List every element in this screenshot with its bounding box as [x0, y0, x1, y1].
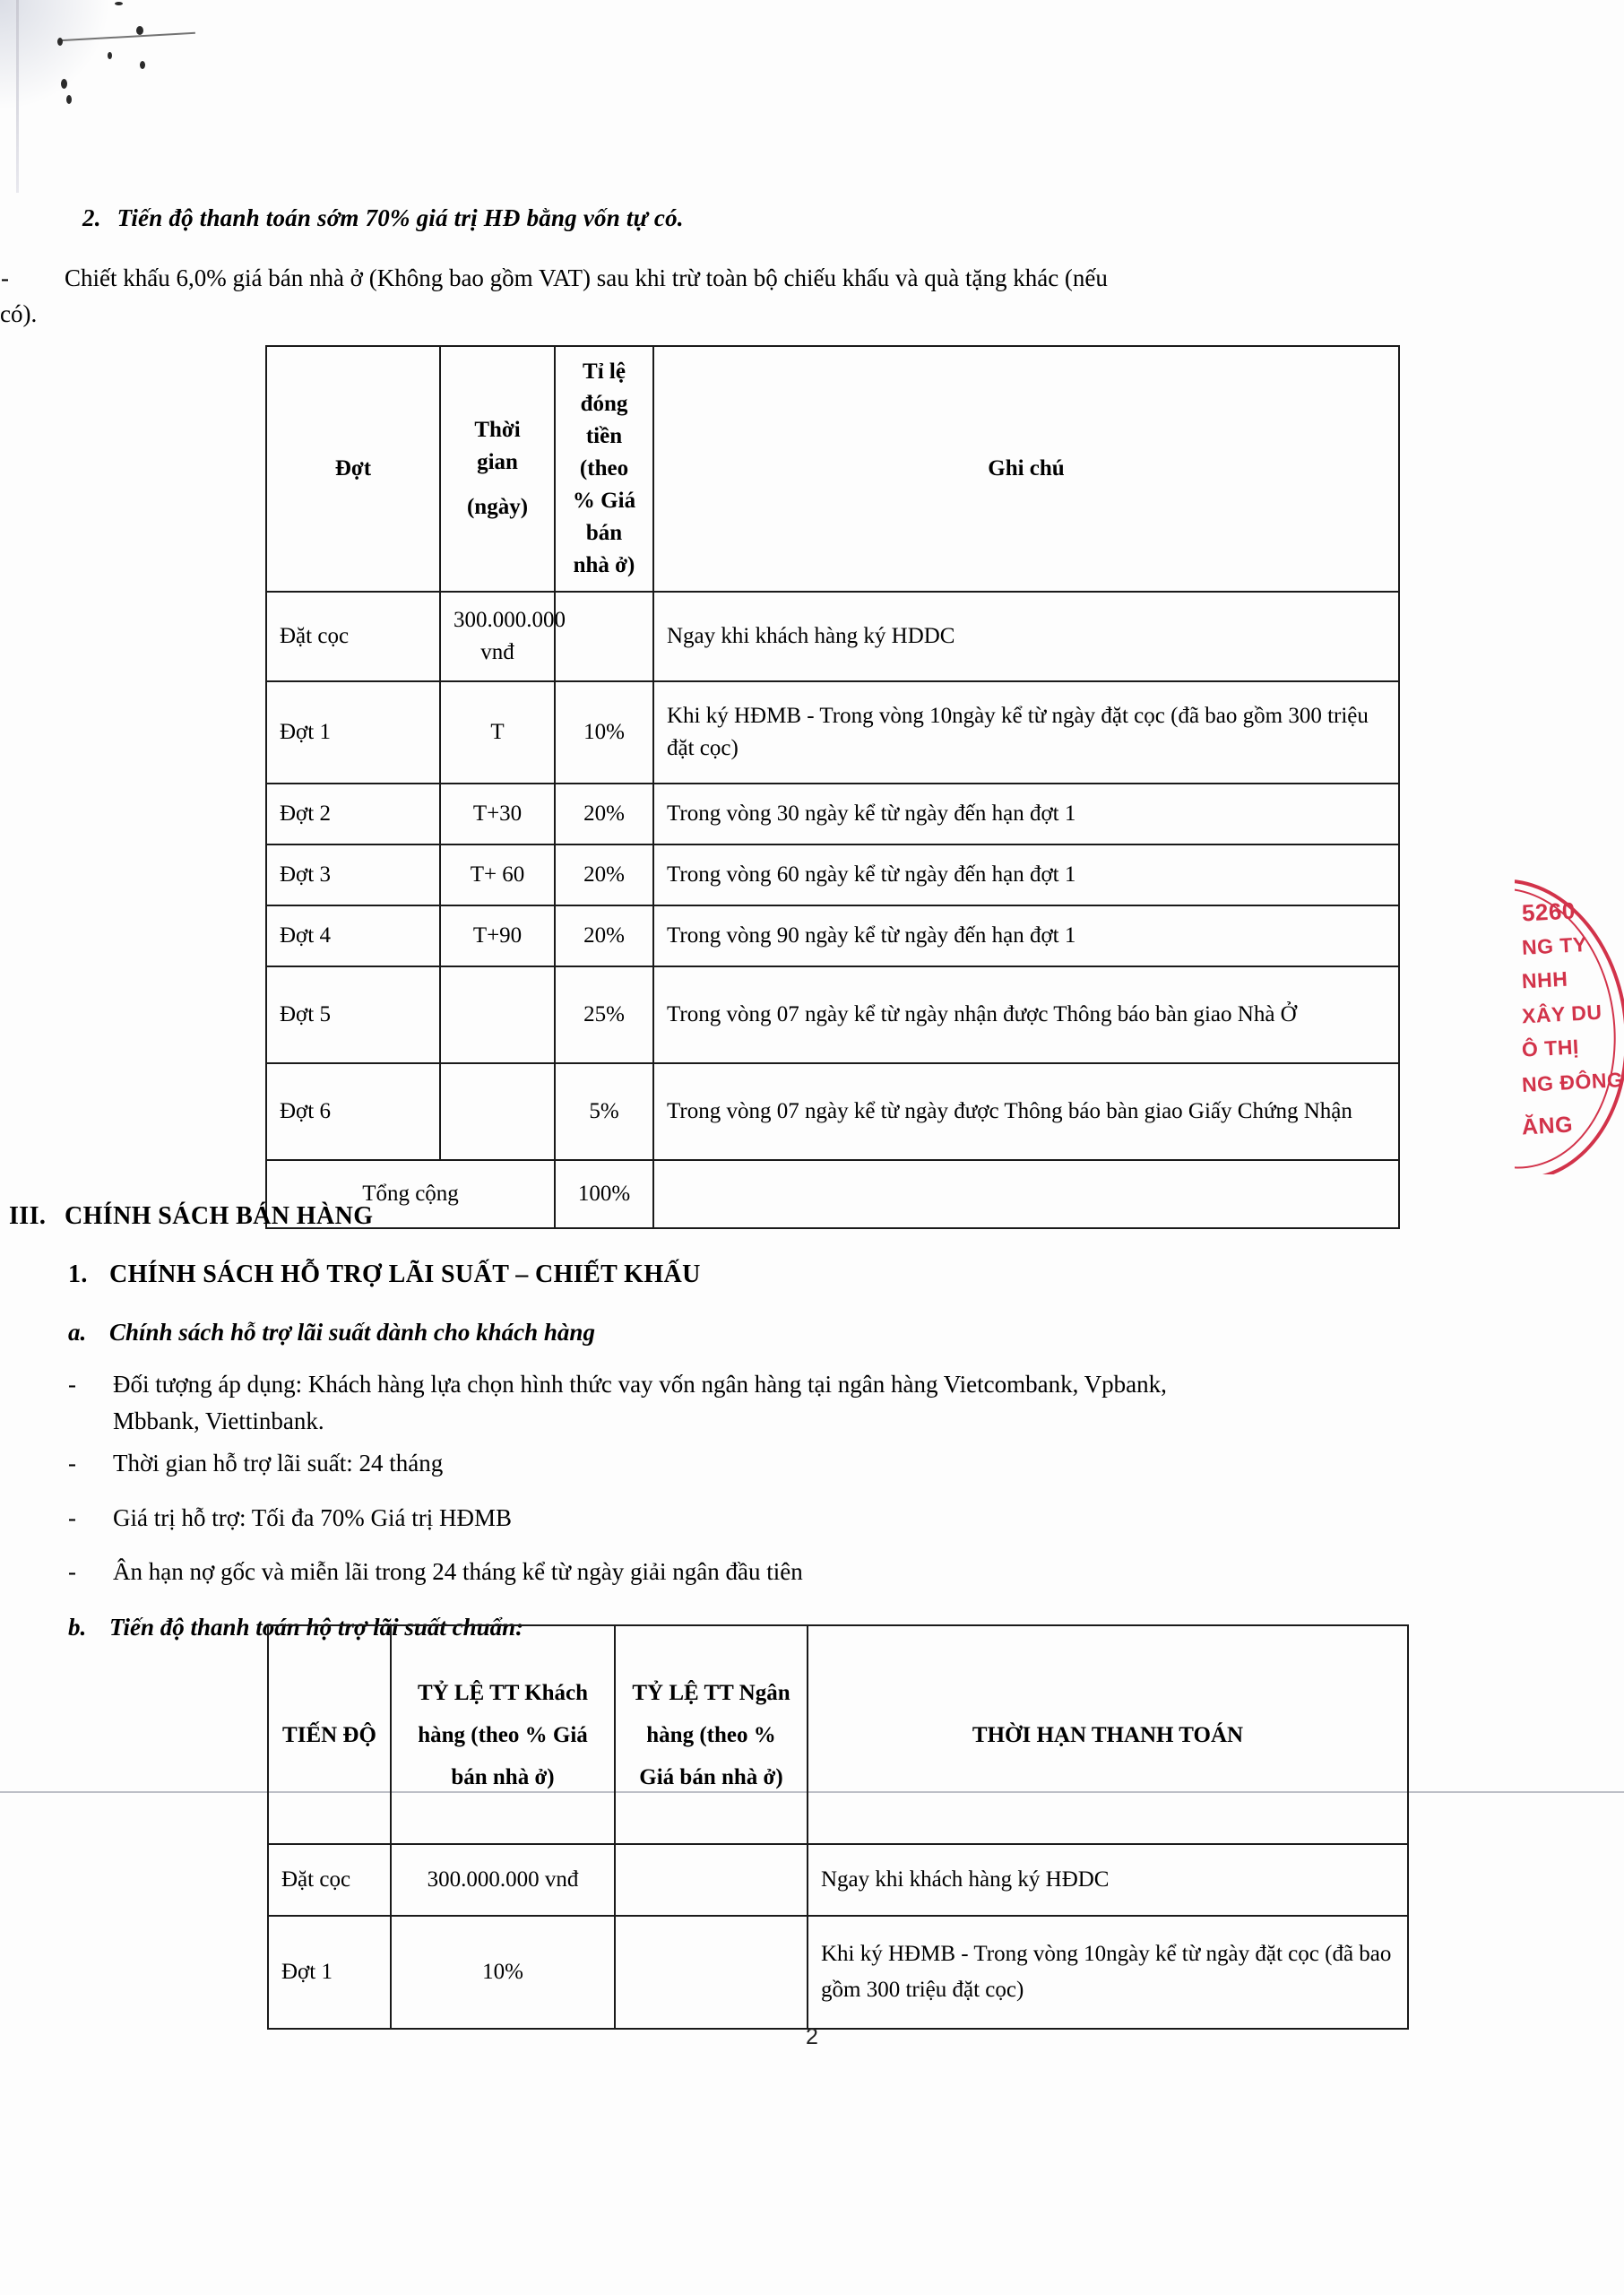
cell-time: T — [440, 681, 555, 784]
cell-dot: Đợt 6 — [266, 1063, 440, 1160]
section-3-item-b-marker: b. — [68, 1614, 87, 1641]
table-row — [266, 966, 1399, 1063]
section-3-item-1 — [68, 1260, 701, 1289]
cell-deadline: Ngay khi khách hàng ký HĐDC — [808, 1844, 1408, 1916]
cell-rate: 20% — [555, 784, 653, 844]
cell-total-rate: 100% — [555, 1160, 653, 1228]
header-thoi-han-thanh-toan: THỜI HẠN THANH TOÁN — [808, 1625, 1408, 1844]
dash-marker: - — [1, 264, 9, 291]
section-3-item-b-title: Tiến độ thanh toán hộ trợ lãi suất chuẩn: — [109, 1614, 524, 1641]
bullet-text: Ân hạn nợ gốc và miễn lãi trong 24 tháng kể từ ngày giải ngân đầu tiên — [113, 1558, 803, 1585]
scan-speck-artifact — [61, 79, 67, 89]
table-standard-schedule — [267, 1624, 1409, 2030]
cell-time: T+90 — [440, 905, 555, 966]
table-row — [268, 1916, 1408, 2029]
list-item — [68, 1366, 1170, 1440]
table-payment-schedule — [265, 345, 1400, 1229]
stamp-line-3: XÂY DU — [1521, 1000, 1603, 1028]
stamp-line-1: NG TY — [1521, 932, 1588, 959]
cell-customer-rate: 10% — [391, 1916, 615, 2029]
section-3-title: CHÍNH SÁCH BÁN HÀNG — [65, 1202, 374, 1230]
cell-time: T+30 — [440, 784, 555, 844]
section-3-item-a-title: Chính sách hỗ trợ lãi suất dành cho khách hàng — [109, 1319, 595, 1346]
scan-speck-artifact — [140, 61, 145, 69]
section-3-item-1-marker: 1. — [68, 1260, 88, 1288]
cell-rate: 20% — [555, 905, 653, 966]
scan-edge-artifact — [16, 0, 19, 193]
header-ghi-chu: Ghi chú — [653, 346, 1399, 592]
table-row — [266, 1063, 1399, 1160]
cell-time: 300.000.000 vnđ — [440, 592, 555, 681]
bullet-text: Giá trị hỗ trợ: Tối đa 70% Giá trị HĐMB — [113, 1504, 512, 1531]
cell-rate: 25% — [555, 966, 653, 1063]
table-row — [266, 784, 1399, 844]
cell-note: Trong vòng 07 ngày kể từ ngày được Thông báo bàn giao Giấy Chứng Nhận — [653, 1063, 1399, 1160]
cell-stage: Đặt cọc — [268, 1844, 391, 1916]
scan-speck-artifact — [108, 52, 112, 59]
header-dot: Đợt — [266, 346, 440, 592]
list-item — [68, 1554, 1170, 1590]
section-3-heading — [9, 1202, 373, 1231]
cell-rate — [555, 592, 653, 681]
cell-note: Trong vòng 07 ngày kể từ ngày nhận được Thông báo bàn giao Nhà Ở — [653, 966, 1399, 1063]
cell-time — [440, 1063, 555, 1160]
header-thoi-gian — [440, 346, 555, 592]
cell-time: T+ 60 — [440, 844, 555, 905]
table-row — [266, 905, 1399, 966]
section-2-heading — [82, 204, 684, 232]
section-3-roman-marker: III. — [9, 1202, 47, 1230]
stamp-line-6: ĂNG — [1521, 1112, 1574, 1140]
company-stamp — [1515, 879, 1624, 1174]
list-item — [68, 1445, 1170, 1482]
bullet-marker: - — [68, 1450, 76, 1477]
cell-rate: 20% — [555, 844, 653, 905]
cell-note: Trong vòng 30 ngày kể từ ngày đến hạn đợt 1 — [653, 784, 1399, 844]
section-2-discount-text: Chiết khấu 6,0% giá bán nhà ở (Không bao gồm VAT) sau khi trừ toàn bộ chiếu khấu và quà tặng khác (nếu có). — [0, 264, 1108, 327]
cell-stage: Đợt 1 — [268, 1916, 391, 2029]
list-item — [68, 1500, 1170, 1537]
stamp-line-4: Ô THỊ — [1521, 1035, 1580, 1061]
cell-total-note — [653, 1160, 1399, 1228]
section-2-number: 2. — [82, 204, 101, 231]
page-number: 2 — [806, 2024, 818, 2049]
scan-speck-artifact — [57, 38, 63, 46]
cell-dot: Đặt cọc — [266, 592, 440, 681]
cell-rate: 10% — [555, 681, 653, 784]
table-row — [266, 592, 1399, 681]
cell-note: Khi ký HĐMB - Trong vòng 10ngày kể từ ngày đặt cọc (đã bao gồm 300 triệu đặt cọc) — [653, 681, 1399, 784]
cell-time — [440, 966, 555, 1063]
scan-speck-artifact — [136, 26, 143, 35]
section-2-title: Tiến độ thanh toán sớm 70% giá trị HĐ bằng vốn tự có. — [117, 204, 684, 231]
cell-bank-rate — [615, 1916, 808, 2029]
cell-note: Trong vòng 90 ngày kể từ ngày đến hạn đợt 1 — [653, 905, 1399, 966]
stamp-line-2: NHH — [1521, 966, 1568, 993]
section-3-item-1-title: CHÍNH SÁCH HỖ TRỢ LÃI SUẤT – CHIẾT KHẤU — [109, 1260, 701, 1288]
bullet-text: Đối tượng áp dụng: Khách hàng lựa chọn hình thức vay vốn ngân hàng tại ngân hàng Vietcombank, Vpbank, Mbbank, Viettinbank. — [113, 1371, 1167, 1434]
header-ty-le-khach-hang: TỶ LỆ TT Khách hàng (theo % Giá bán nhà ở) — [391, 1625, 615, 1844]
cell-dot: Đợt 1 — [266, 681, 440, 784]
table-row — [268, 1844, 1408, 1916]
cell-deadline: Khi ký HĐMB - Trong vòng 10ngày kể từ ngày đặt cọc (đã bao gồm 300 triệu đặt cọc) — [808, 1916, 1408, 2029]
header-ty-le-ngan-hang: TỶ LỆ TT Ngân hàng (theo % Giá bán nhà ở) — [615, 1625, 808, 1844]
scan-speck-artifact — [66, 95, 72, 104]
table-header-row — [266, 346, 1399, 592]
cell-dot: Đợt 3 — [266, 844, 440, 905]
cell-total-label: Tổng cộng — [266, 1160, 555, 1228]
section-2-discount-paragraph — [0, 260, 1129, 332]
header-thoi-gian-line1: Thời gian — [474, 418, 521, 474]
cell-dot: Đợt 4 — [266, 905, 440, 966]
header-tien-do: TIẾN ĐỘ — [268, 1625, 391, 1844]
table-total-row — [266, 1160, 1399, 1228]
section-3-item-a — [68, 1319, 595, 1347]
bullet-marker: - — [68, 1504, 76, 1531]
bullet-marker: - — [68, 1371, 76, 1398]
table-row — [266, 681, 1399, 784]
table-header-row — [268, 1625, 1408, 1844]
cell-dot: Đợt 5 — [266, 966, 440, 1063]
stamp-line-0: 5260 — [1521, 896, 1576, 927]
table-row — [266, 844, 1399, 905]
cell-dot: Đợt 2 — [266, 784, 440, 844]
cell-note: Trong vòng 60 ngày kể từ ngày đến hạn đợt 1 — [653, 844, 1399, 905]
cell-customer-rate: 300.000.000 vnđ — [391, 1844, 615, 1916]
scan-speck-artifact — [115, 2, 123, 5]
bullet-text: Thời gian hỗ trợ lãi suất: 24 tháng — [113, 1450, 444, 1477]
header-ti-le-dong-tien: Tỉ lệ đóng tiền (theo % Giá bán nhà ở) — [555, 346, 653, 592]
header-thoi-gian-line2: (ngày) — [466, 495, 529, 519]
cell-note: Ngay khi khách hàng ký HDDC — [653, 592, 1399, 681]
cell-rate: 5% — [555, 1063, 653, 1160]
stamp-line-5: NG ĐÔNG — [1521, 1068, 1624, 1096]
bullet-marker: - — [68, 1558, 76, 1585]
section-3-item-a-marker: a. — [68, 1319, 87, 1346]
cell-bank-rate — [615, 1844, 808, 1916]
